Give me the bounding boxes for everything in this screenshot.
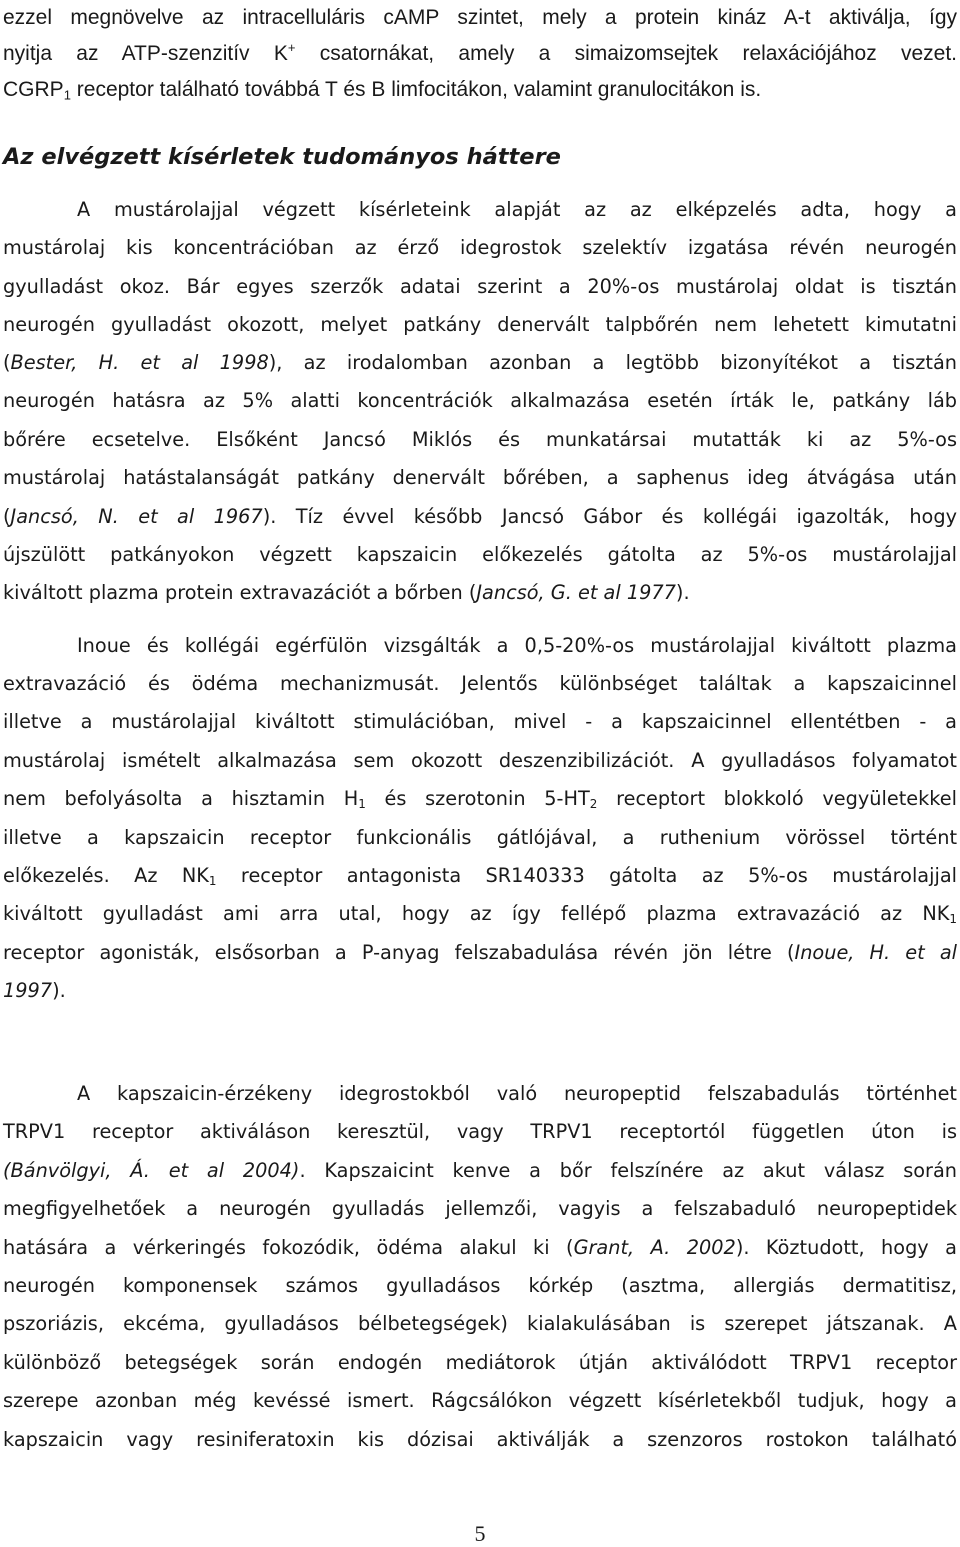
p3-line-8: különböző betegségek során endogén mediátorok útján aktiválódott TRPV1 receptor bbox=[3, 1351, 957, 1374]
p1-line-10: újszülött patkányokon végzett kapszaicin előkezelés gátolta az 5%-os mustárolajjal bbox=[3, 543, 957, 566]
p3-line-9: szerepe azonban még kevéssé ismert. Rágcsálókon végzett kísérletekből tudjuk, hogy a bbox=[3, 1389, 957, 1412]
p1-line-5: (Bester, H. et al 1998), az irodalomban azonban a legtöbb bizonyítékot a tisztán bbox=[3, 351, 957, 374]
citation: Bester, H. et al 1998 bbox=[10, 351, 269, 374]
p3-line-3: (Bánvölgyi, Á. et al 2004). Kapszaicint kenve a bőr felszínére az akut válasz során bbox=[3, 1159, 957, 1182]
p2-line-3: illetve a mustárolajjal kiváltott stimulációban, mivel - a kapszaicinnel ellentétben - a bbox=[3, 710, 957, 733]
p1-line-7: bőrére ecsetelve. Elsőként Jancsó Miklós és munkatársai mutatták ki az 5%-os bbox=[3, 428, 957, 451]
p1-line-3: gyulladást okoz. Bár egyes szerzők adatai szerint a 20%-os mustárolaj oldat is tisztán bbox=[3, 275, 957, 298]
p3-line-5: hatására a vérkeringés fokozódik, ödéma alakul ki (Grant, A. 2002). Köztudott, hogy a bbox=[3, 1236, 957, 1259]
p2-line-9: receptor agonisták, elsősorban a P-anyag felszabadulása révén jön létre (Inoue, H. et al bbox=[3, 941, 957, 964]
p1-line-4: neurogén gyulladást okozott, melyet patkány denervált talpbőrén nem lehetett kimutatni bbox=[3, 313, 957, 336]
p3-line-2: TRPV1 receptor aktiváláson keresztül, vagy TRPV1 receptortól független úton is bbox=[3, 1120, 957, 1143]
intro-line-3: $CGRP_1$ receptor található továbbá T és B limfocitákon, valamint granulocitákon is. bbox=[3, 78, 762, 103]
p3-line-4: megfigyelhetőek a neurogén gyulladás jellemzői, vagyis a felszabaduló neuropeptidek bbox=[3, 1197, 957, 1220]
citation: Inoue, H. et al bbox=[794, 941, 957, 964]
p2-line-5: nem befolyásolta a hisztamin $H_1$ és szerotonin $5-HT_2$ receptort blokkoló vegyületekkel bbox=[3, 787, 957, 811]
citation: Jancsó, G. et al 1977 bbox=[476, 581, 676, 604]
p3-line-7: pszoriázis, ekcéma, gyulladásos bélbetegségek) kialakulásában is szerepet játszanak. A bbox=[3, 1312, 957, 1335]
page-number: 5 bbox=[474, 1521, 486, 1546]
section-heading: Az elvégzett kísérletek tudományos háttere bbox=[3, 144, 561, 170]
p3-line-10: kapszaicin vagy resiniferatoxin kis dózisai aktiválják a szenzoros rostokon található bbox=[3, 1428, 957, 1451]
intro-line-2: nyitja az ATP-szenzitív K+ csatornákat, amely a simaizomsejtek relaxációjához vezet. bbox=[3, 40, 957, 65]
p1-line-9: (Jancsó, N. et al 1967). Tíz évvel később Jancsó Gábor és kollégái igazolták, hogy bbox=[3, 505, 957, 528]
p2-line-2: extravazáció és ödéma mechanizmusát. Jelentős különbséget találtak a kapszaicinnel bbox=[3, 672, 957, 695]
p2-line-6: illetve a kapszaicin receptor funkcionális gátlójával, a ruthenium vörössel történt bbox=[3, 826, 957, 849]
p1-line-11: kiváltott plazma protein extravazációt a bőrben (Jancsó, G. et al 1977). bbox=[3, 581, 690, 604]
p3-line-6: neurogén komponensek számos gyulladásos kórkép (asztma, allergiás dermatitisz, bbox=[3, 1274, 957, 1297]
p3-line-1: A kapszaicin-érzékeny idegrostokból való neuropeptid felszabadulás történhet bbox=[77, 1082, 957, 1105]
p2-line-4: mustárolaj ismételt alkalmazása sem okozott deszenzibilizációt. A gyulladásos folyamatot bbox=[3, 749, 957, 772]
intro-line-1: ezzel megnövelve az intracelluláris cAMP szintet, mely a protein kináz A-t aktiválja, így bbox=[3, 6, 957, 29]
p1-line-2: mustárolaj kis koncentrációban az érző idegrostok szelektív izgatása révén neurogén bbox=[3, 236, 957, 259]
p2-line-7: előkezelés. Az $NK_1$ receptor antagonista SR140333 gátolta az 5%-os mustárolajjal bbox=[3, 864, 957, 888]
citation: Jancsó, N. et al 1967 bbox=[10, 505, 263, 528]
citation: 1997 bbox=[3, 979, 53, 1002]
p2-line-10: 1997). bbox=[3, 979, 66, 1002]
citation: Grant, A. 2002 bbox=[573, 1236, 736, 1259]
p1-line-6: neurogén hatásra az 5% alatti koncentrációk alkalmazása esetén írták le, patkány láb bbox=[3, 389, 957, 412]
p1-line-1: A mustárolajjal végzett kísérleteink alapját az az elképzelés adta, hogy a bbox=[77, 198, 957, 221]
p2-line-1: Inoue és kollégái egérfülön vizsgálták a 0,5-20%-os mustárolajjal kiváltott plazma bbox=[77, 634, 957, 657]
p1-line-8: mustárolaj hatástalanságát patkány denervált bőrében, a saphenus ideg átvágása után bbox=[3, 466, 957, 489]
p2-line-8: kiváltott gyulladást ami arra utal, hogy az így fellépő plazma extravazáció az $NK_1$ bbox=[3, 902, 957, 926]
citation: (Bánvölgyi, Á. et al 2004) bbox=[3, 1159, 300, 1182]
